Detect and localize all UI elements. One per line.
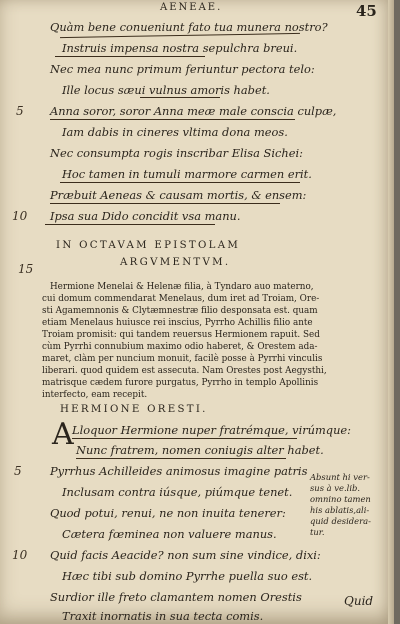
running-title: AENEAE. xyxy=(160,2,223,13)
ink-underline xyxy=(76,458,286,459)
side-note-line: omnino tamen xyxy=(310,494,371,504)
drop-cap: A xyxy=(52,417,74,452)
argument-subheading: ARGVMENTVM. xyxy=(120,257,231,268)
ink-underline xyxy=(50,203,280,204)
side-note-line: Absunt hi ver- xyxy=(310,472,370,482)
verse-line: Cætera fœminea non valuere manus. xyxy=(62,527,277,541)
verse-line: Hoc tamen in tumuli marmore carmen erit. xyxy=(62,167,312,181)
argument-line: cui domum commendarat Menelaus, dum iret ad Troiam, Ore- xyxy=(42,294,320,304)
side-note-line: sus à ve.lib. xyxy=(310,483,361,493)
argument-line: sti Agamemnonis & Clytæmnestræ filio desponsata est. quam xyxy=(42,306,318,316)
ink-underline xyxy=(72,438,297,439)
argument-line: etiam Menelaus huiusce rei inscius, Pyrrho Achillis filio ante xyxy=(42,318,313,328)
epistle-heading: HERMIONE ORESTI. xyxy=(60,404,208,415)
verse-line: Surdior ille freto clamantem nomen Orestis xyxy=(50,590,302,604)
margin-line-number: 5 xyxy=(14,464,22,478)
verse-line: Hæc tibi sub domino Pyrrhe puella suo est. xyxy=(62,569,313,583)
ink-underline xyxy=(45,224,215,225)
verse-line: Nunc fratrem, nomen coniugis alter habet. xyxy=(76,443,324,457)
argument-heading: IN OCTAVAM EPISTOLAM xyxy=(56,240,241,251)
argument-line: liberari. quod quidem est assecuta. Nam Orestes post Aegysthi, xyxy=(42,366,327,376)
verse-line: Iam dabis in cineres vltima dona meos. xyxy=(62,125,288,139)
verse-line: Quàm bene conueniunt fato tua munera nostro? xyxy=(50,20,328,34)
verse-line: Nec mea nunc primum feriuntur pectora telo: xyxy=(50,62,315,76)
ink-underline xyxy=(140,97,220,98)
verse-line: Ille locus sæui vulnus amoris habet. xyxy=(62,83,270,97)
argument-line: Troiam promisit: qui tandem reuersus Hermionem rapuit. Sed xyxy=(42,330,320,340)
margin-line-number: 5 xyxy=(16,104,24,118)
folio-number: 45 xyxy=(356,2,377,20)
verse-line: Traxit inornatis in sua tecta comis. xyxy=(62,609,264,623)
argument-line: cùm Pyrrhi connubium maximo odio haberet, & Orestem ada- xyxy=(42,342,318,352)
ink-underline xyxy=(55,56,205,57)
ink-underline xyxy=(50,119,295,120)
margin-line-number: 10 xyxy=(12,548,28,562)
verse-line: Quid facis Aeacide? non sum sine vindice, dixi: xyxy=(50,548,321,562)
verse-line: Anna soror, soror Anna meæ male conscia culpæ, xyxy=(50,104,337,118)
verse-line: Lloquor Hermione nuper fratrémque, virúmque: xyxy=(72,423,351,437)
side-note-line: his ablatis,ali- xyxy=(310,505,370,515)
verse-line: Præbuit Aeneas & causam mortis, & ensem: xyxy=(50,188,307,202)
argument-line: matrisque cædem furore purgatus, Pyrrho in templo Apollinis xyxy=(42,378,319,388)
side-note xyxy=(310,472,390,538)
verse-line: Quod potui, renui, ne non inuita tenerer: xyxy=(50,506,286,520)
catchword: Quid xyxy=(344,594,374,608)
argument-line: interfecto, eam recepit. xyxy=(42,390,148,400)
margin-line-number: 10 xyxy=(12,209,28,223)
argument-line: Hermione Menelai & Helenæ filia, à Tyndaro auo materno, xyxy=(50,282,314,292)
ink-underline xyxy=(60,182,300,183)
verse-line: Pyrrhus Achilleides animosus imagine patris xyxy=(50,464,308,478)
verse-line: Instruis impensa nostra sepulchra breui. xyxy=(62,41,298,55)
side-note-line: quid desidera- xyxy=(310,516,371,526)
argument-line: maret, clàm per nuncium monuit, facilè posse à Pyrrhi vinculis xyxy=(42,354,323,364)
verse-line: Nec consumpta rogis inscribar Elisa Sichei: xyxy=(50,146,303,160)
side-note-line: tur. xyxy=(310,527,325,537)
margin-line-number: 15 xyxy=(18,262,34,276)
verse-line: Ipsa sua Dido concidit vsa manu. xyxy=(50,209,241,223)
verse-line: Inclusam contra iúsque, piúmque tenet. xyxy=(62,485,293,499)
